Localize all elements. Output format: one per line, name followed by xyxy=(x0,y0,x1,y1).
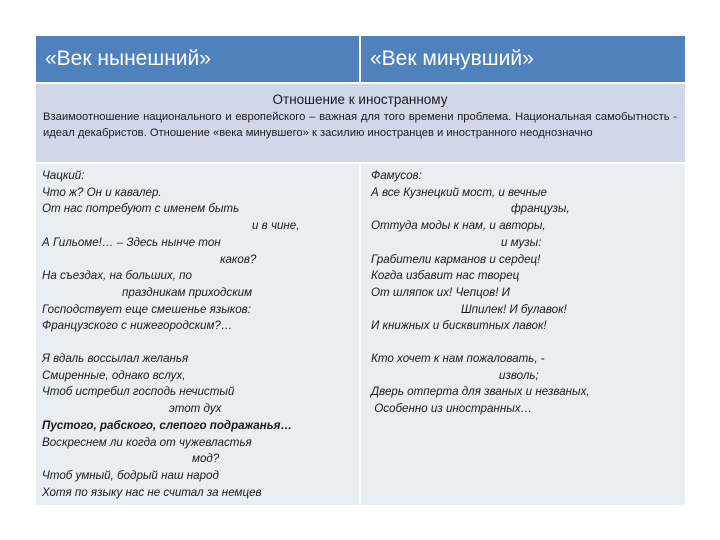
quote-line: изволь; xyxy=(499,368,539,382)
header-present-age: «Век нынешний» xyxy=(45,47,211,70)
quotes-row xyxy=(36,162,685,505)
quote-line: французы, xyxy=(511,202,570,216)
quote-line: И книжных и бисквитных лавок! xyxy=(371,319,547,333)
section-title: Отношение к иностранному xyxy=(272,92,448,107)
section-text: Взаимоотношение национального и европейского – важная для того времени проблема. Национальная самобытность - идеал декабристов. Отношение «века минувшего» к засилию иностранцев и иностранного неоднозначно xyxy=(43,111,677,139)
quote-line: Особенно из иностранных… xyxy=(371,402,533,416)
quote-line: Шпилек! И булавок! xyxy=(461,302,567,316)
quote-line: Когда избавит нас творец xyxy=(371,269,520,283)
stanza-gap xyxy=(371,335,685,351)
quote-line: Дверь отперта для званых и незваных, xyxy=(371,385,590,399)
quote-line: праздникам приходским xyxy=(122,285,253,299)
quote-line: Господствует еще смешенье языков: xyxy=(42,302,251,316)
quote-line: Что ж? Он и кавалер. xyxy=(42,185,162,199)
header-past-age: «Век минувший» xyxy=(370,47,534,70)
quote-line-bold: Пустого, рабского, слепого подражанья… xyxy=(42,418,293,432)
stanza-gap xyxy=(42,335,359,351)
quote-line: Я вдаль воссылал желанья xyxy=(42,352,189,366)
quote-line: и в чине, xyxy=(252,219,300,233)
quote-line: каков? xyxy=(220,252,257,266)
quote-line: Французского с нижегородским?… xyxy=(42,319,233,333)
quote-line: этот дух xyxy=(169,402,222,416)
quote-line: Чацкий: xyxy=(42,169,85,182)
past-age-quotes xyxy=(361,164,685,505)
quote-line: Фамусов: xyxy=(371,169,422,182)
quote-line: А все Кузнецкий мост, и вечные xyxy=(371,185,547,199)
quote-line: На съездах, на больших, по xyxy=(42,269,192,283)
section-band xyxy=(36,82,685,162)
comparison-table xyxy=(36,36,685,505)
quote-line: От шляпок их! Чепцов! И xyxy=(371,285,510,299)
quote-line: Чтоб умный, бодрый наш народ xyxy=(42,468,219,482)
quote-line: Грабители карманов и сердец! xyxy=(371,252,541,266)
table-header xyxy=(36,36,685,82)
quote-line: и музы: xyxy=(501,235,542,249)
quote-line: мод? xyxy=(192,452,220,466)
quote-line: Чтоб истребил господь нечистый xyxy=(42,385,235,399)
quote-line: Оттуда моды к нам, и авторы, xyxy=(371,219,546,233)
quote-line: Кто хочет к нам пожаловать, - xyxy=(371,352,545,366)
quote-line: Воскреснем ли когда от чужевластья xyxy=(42,435,252,449)
quote-line: А Гильоме!… – Здесь нынче тон xyxy=(42,235,221,249)
quote-line: Смиренные, однако вслух, xyxy=(42,368,186,382)
quote-line: От нас потребуют с именем быть xyxy=(42,202,240,216)
present-age-quotes xyxy=(36,164,359,505)
quote-line: Хотя по языку нас не считал за немцев xyxy=(42,485,262,499)
